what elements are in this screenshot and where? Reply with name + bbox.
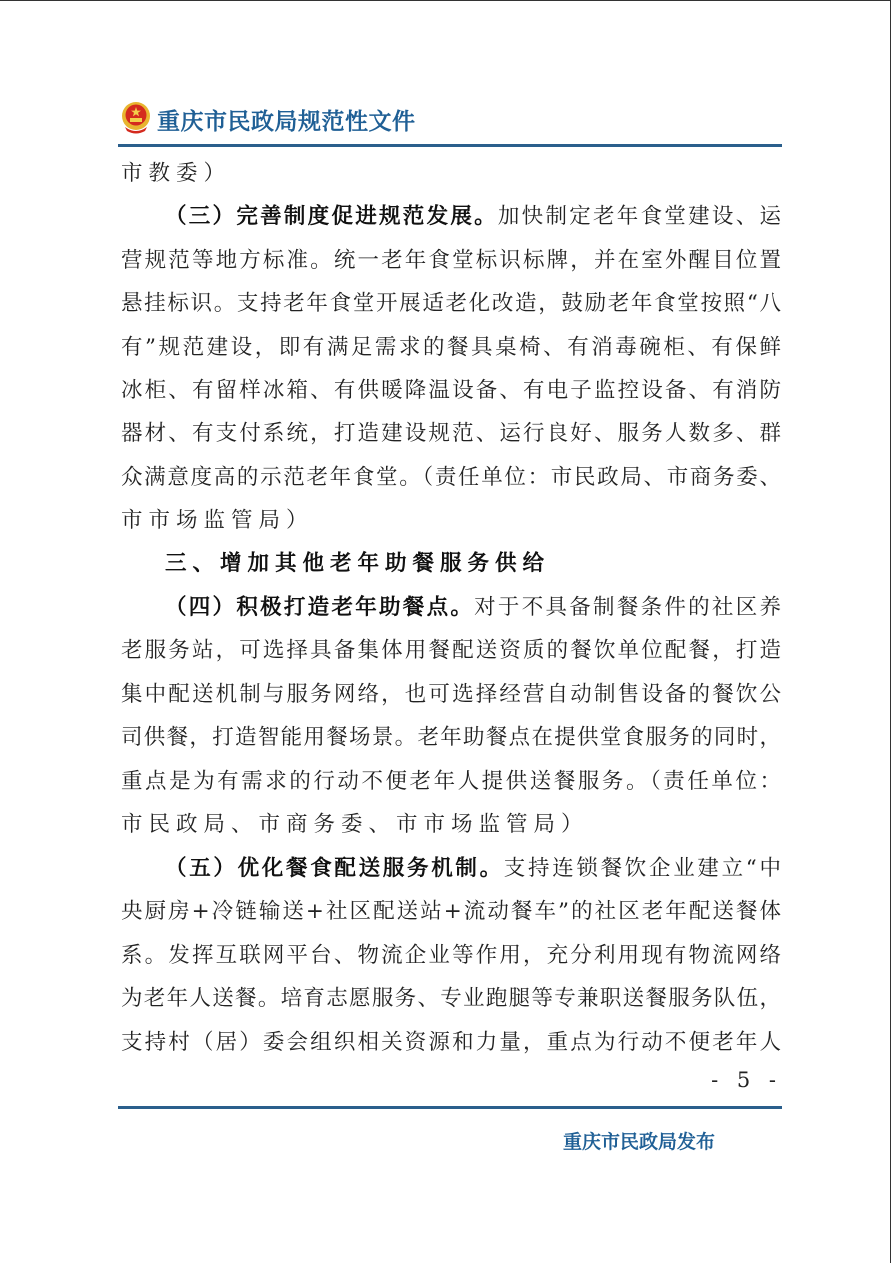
body-line: 支持村（居）委会组织相关资源和力量，重点为行动不便老年人 (121, 1030, 781, 1055)
header-divider (118, 144, 782, 147)
paragraph-start: （三）完善制度促进规范发展。加快制定老年食堂建设、运 (165, 204, 781, 229)
paragraph-lead: （四）积极打造老年助餐点。 (165, 595, 475, 620)
section-heading: 三、增加其他老年助餐服务供给 (165, 551, 551, 576)
national-emblem-icon (121, 101, 151, 134)
body-line: 器材、有支付系统，打造建设规范、运行良好、服务人数多、群 (121, 421, 781, 446)
body-line: 市市场监管局） (121, 508, 314, 533)
footer-divider (118, 1106, 782, 1109)
body-line: 央厨房+冷链输送+社区配送站+流动餐车”的社区老年配送餐体 (121, 899, 781, 924)
page-number: - 5 - (711, 1068, 782, 1092)
paragraph-lead: （五）优化餐食配送服务机制。 (165, 856, 504, 881)
paragraph-lead: （三）完善制度促进规范发展。 (165, 204, 498, 229)
paragraph-start: （四）积极打造老年助餐点。对于不具备制餐条件的社区养 (165, 595, 781, 620)
body-line: 冰柜、有留样冰箱、有供暖降温设备、有电子监控设备、有消防 (121, 378, 781, 403)
body-line: 市教委） (121, 161, 232, 186)
paragraph-start: （五）优化餐食配送服务机制。支持连锁餐饮企业建立“中 (165, 856, 781, 881)
body-line: 营规范等地方标准。统一老年食堂标识标牌，并在室外醒目位置 (121, 248, 781, 273)
body-line: 重点是为有需求的行动不便老年人提供送餐服务。（责任单位： (121, 769, 781, 794)
body-line: 系。发挥互联网平台、物流企业等作用，充分利用现有物流网络 (121, 943, 781, 968)
document-header-title: 重庆市民政局规范性文件 (157, 109, 416, 135)
body-line: 老服务站，可选择具备集体用餐配送资质的餐饮单位配餐，打造 (121, 638, 781, 663)
body-line: 集中配送机制与服务网络，也可选择经营自动制售设备的餐饮公 (121, 682, 781, 707)
body-line: 悬挂标识。支持老年食堂开展适老化改造，鼓励老年食堂按照“八 (121, 291, 781, 316)
body-line: 市民政局、市商务委、市市场监管局） (121, 812, 589, 837)
body-line: 为老年人送餐。培育志愿服务、专业跑腿等专兼职送餐服务队伍， (121, 986, 781, 1011)
body-line: 众满意度高的示范老年食堂。（责任单位：市民政局、市商务委、 (121, 465, 781, 490)
body-line: 司供餐，打造智能用餐场景。老年助餐点在提供堂食服务的同时， (121, 725, 781, 750)
footer-publisher: 重庆市民政局发布 (563, 1131, 716, 1153)
body-line: 有”规范建设，即有满足需求的餐具桌椅、有消毒碗柜、有保鲜 (121, 335, 781, 360)
